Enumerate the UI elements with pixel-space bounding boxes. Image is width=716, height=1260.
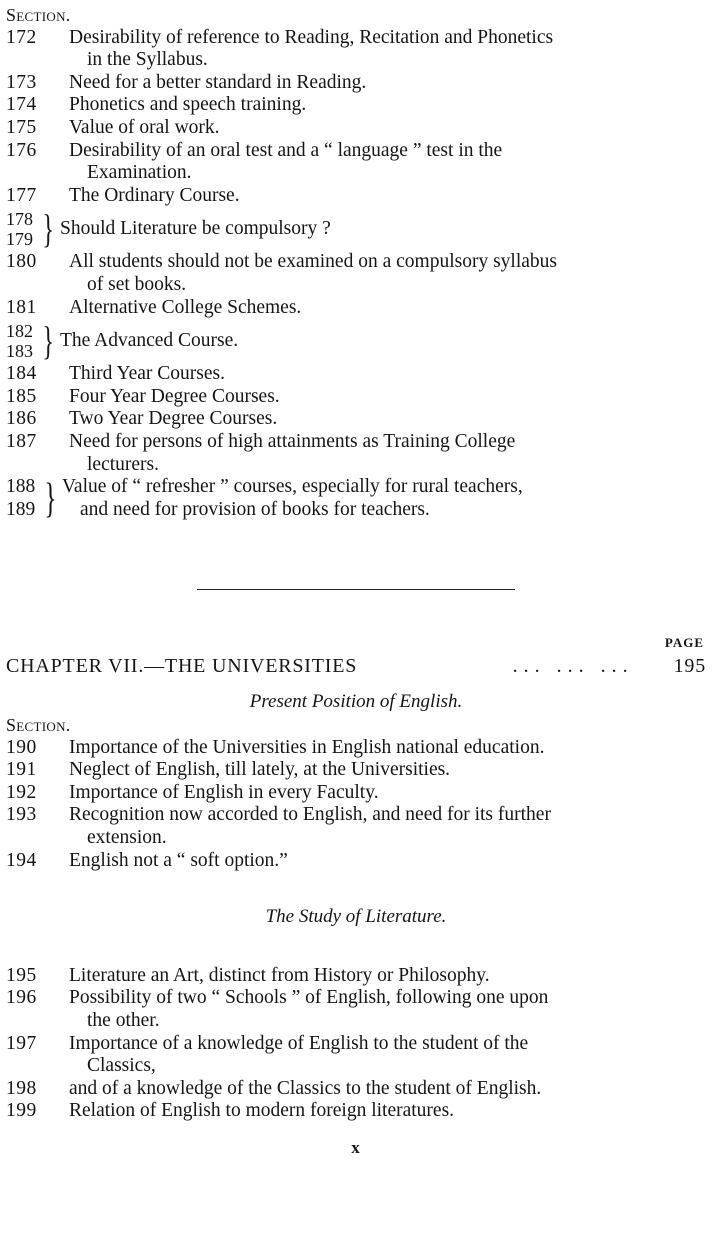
toc-entry xyxy=(6,987,706,1032)
brace-icon: } xyxy=(42,318,54,364)
entry-text: The Advanced Course. xyxy=(60,329,239,351)
entry-text: English not a “ soft option.” xyxy=(69,849,288,871)
entry-number: 181 xyxy=(6,296,37,318)
entry-182-183 xyxy=(6,318,706,364)
entry-number: 185 xyxy=(6,385,37,407)
brace-icon: } xyxy=(42,206,54,252)
entry-text: The Ordinary Course. xyxy=(69,184,240,206)
toc-entry xyxy=(6,94,706,117)
entry-text: Relation of English to modern foreign literatures. xyxy=(69,1100,455,1122)
toc-entry xyxy=(6,185,706,208)
toc-entry xyxy=(6,117,706,140)
entry-text: Importance of a knowledge of English to the student of the Classics, xyxy=(69,1032,529,1077)
toc-entry xyxy=(6,251,706,296)
entry-number-pair: 178 179 xyxy=(6,209,33,250)
entry-number: 197 xyxy=(6,1032,37,1054)
entry-178-179 xyxy=(6,206,706,252)
brace-icon: } xyxy=(44,476,57,523)
toc-entry xyxy=(6,408,706,431)
section-label: Section. xyxy=(6,715,71,736)
section-label: Section. xyxy=(6,5,71,25)
entry-text: Four Year Degree Courses. xyxy=(69,385,280,407)
entry-number: 190 xyxy=(6,736,37,758)
entry-text: Two Year Degree Courses. xyxy=(69,408,278,430)
section-list-d xyxy=(6,737,706,873)
entry-188-189 xyxy=(6,476,706,521)
entry-text: Recognition now accorded to English, and need for its further extension. xyxy=(69,804,551,849)
subheading-present-position: Present Position of English. xyxy=(249,691,463,713)
document-page xyxy=(6,0,706,1160)
entry-text: Value of oral work. xyxy=(69,116,220,138)
entry-text: All students should not be examined on a compulsory syllabus of set books. xyxy=(69,251,557,295)
section-list-b xyxy=(6,251,706,319)
entry-number: 196 xyxy=(6,987,37,1009)
entry-text: Phonetics and speech training. xyxy=(69,94,307,116)
toc-entry xyxy=(6,737,706,760)
entry-number: 177 xyxy=(6,184,37,206)
entry-number: 176 xyxy=(6,139,37,161)
entry-text: Possibility of two “ Schools ” of English, following one upon the other. xyxy=(69,987,549,1031)
subheading-study-of-literature: The Study of Literature. xyxy=(265,906,447,928)
section-list-e xyxy=(6,965,706,1123)
chapter-title: CHAPTER VII.—THE UNIVERSITIES xyxy=(6,654,358,677)
toc-entry xyxy=(6,386,706,409)
entry-number: 173 xyxy=(6,71,37,93)
toc-entry xyxy=(6,965,706,988)
entry-number: 193 xyxy=(6,804,37,826)
toc-entry xyxy=(6,782,706,805)
toc-entry xyxy=(6,759,706,782)
entry-text: Neglect of English, till lately, at the Universities. xyxy=(69,759,451,781)
entry-text: and of a knowledge of the Classics to the student of English. xyxy=(69,1077,542,1099)
page-number-footer: x xyxy=(351,1137,361,1157)
section-list-c xyxy=(6,363,706,476)
entry-text: Alternative College Schemes. xyxy=(69,296,302,318)
entry-number: 192 xyxy=(6,781,37,803)
toc-entry xyxy=(6,850,706,873)
entry-text: Need for a better standard in Reading. xyxy=(69,71,367,93)
entry-number-pair: 182 183 xyxy=(6,321,33,362)
entry-number: 184 xyxy=(6,363,37,385)
page-column-label: PAGE xyxy=(664,635,704,651)
entry-text: Desirability of reference to Reading, Recitation and Phonetics in the Syllabus. xyxy=(69,26,554,71)
section-list-a xyxy=(6,27,706,208)
entry-number: 187 xyxy=(6,430,37,452)
entry-text: Should Literature be compulsory ? xyxy=(60,218,331,240)
entry-number: 198 xyxy=(6,1077,37,1099)
toc-entry xyxy=(6,804,706,849)
entry-number: 199 xyxy=(6,1100,37,1122)
toc-entry xyxy=(6,1033,706,1078)
chapter-page-number: 195 xyxy=(673,654,706,677)
entry-number: 174 xyxy=(6,94,37,116)
entry-number: 172 xyxy=(6,26,37,48)
entry-text: Need for persons of high attainments as Training College lecturers. xyxy=(69,430,516,475)
toc-entry xyxy=(6,140,706,185)
entry-number: 180 xyxy=(6,251,37,273)
entry-number: 186 xyxy=(6,408,37,430)
entry-text: Value of “ refresher ” courses, especially for rural teachers, and need for provision of books for teachers. xyxy=(62,476,523,520)
entry-text: Literature an Art, distinct from History or Philosophy. xyxy=(69,964,490,986)
leader-dots: ... ... ... xyxy=(512,654,634,677)
toc-entry xyxy=(6,72,706,95)
entry-text: Third Year Courses. xyxy=(69,363,225,385)
toc-entry xyxy=(6,1100,706,1123)
entry-number-pair: 188 189 xyxy=(6,476,36,520)
entry-number: 195 xyxy=(6,964,37,986)
entry-text: Desirability of an oral test and a “ language ” test in the Examination. xyxy=(69,139,503,184)
toc-entry xyxy=(6,297,706,320)
entry-text: Importance of English in every Faculty. xyxy=(69,781,379,803)
chapter-heading xyxy=(6,655,706,678)
entry-number: 175 xyxy=(6,116,37,138)
entry-text: Importance of the Universities in English national education. xyxy=(69,736,545,758)
toc-entry xyxy=(6,431,706,476)
toc-entry xyxy=(6,27,706,72)
toc-entry xyxy=(6,1078,706,1101)
entry-number: 191 xyxy=(6,759,37,781)
entry-number: 194 xyxy=(6,849,37,871)
toc-entry xyxy=(6,363,706,386)
